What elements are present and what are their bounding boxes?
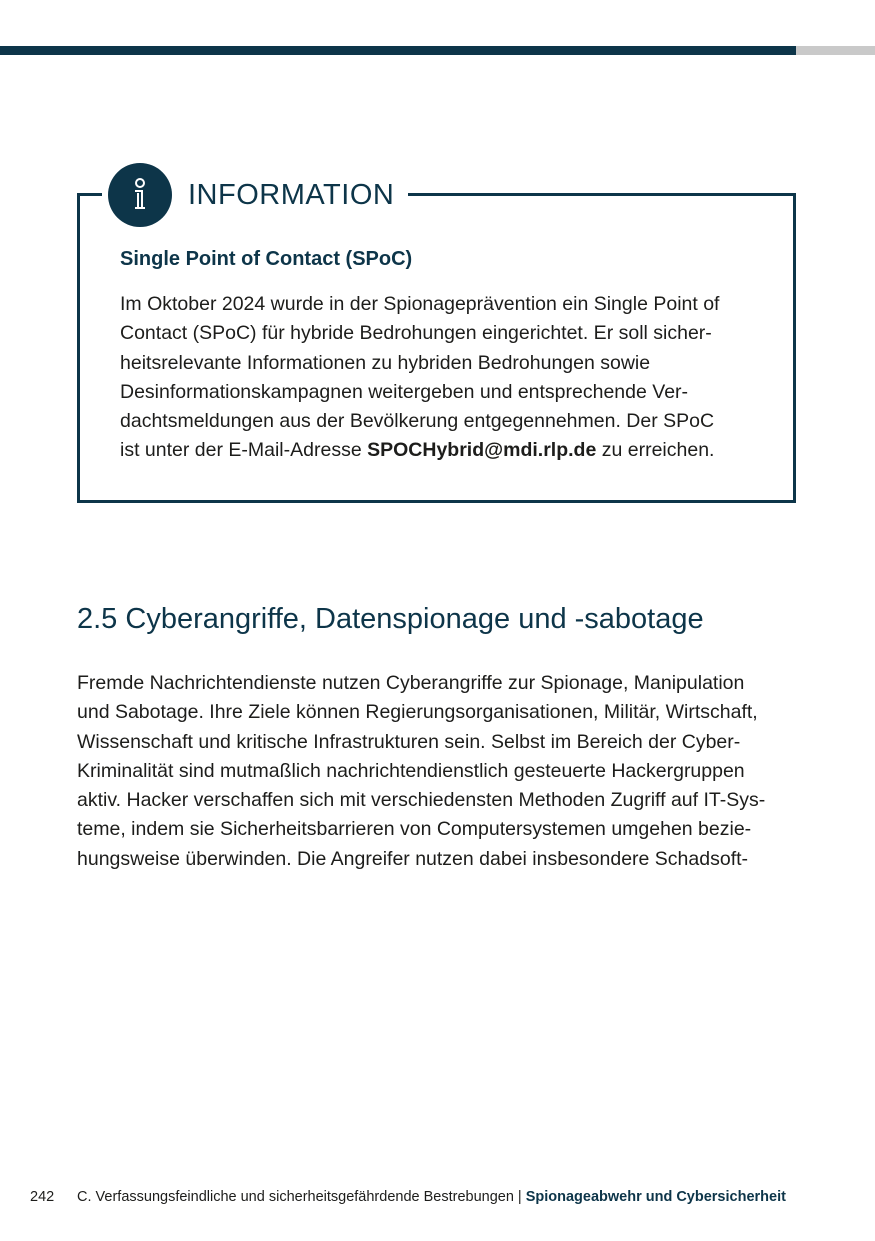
info-line: dachtsmeldungen aus der Bevölkerung entgegennehmen. Der SPoC [120, 410, 715, 433]
footer-section: Spionageabwehr und Cybersicherheit [525, 1189, 786, 1205]
page-footer [30, 1189, 786, 1205]
info-line: Desinformationskampagnen weitergeben und entsprechende Ver- [120, 380, 689, 403]
information-text [120, 290, 775, 466]
info-line-prefix: ist unter der E-Mail-Adresse [120, 439, 368, 462]
body-line: teme, indem sie Sicherheitsbarrieren von Computersystemen umgehen bezie- [77, 818, 752, 841]
info-line: heitsrelevante Informationen zu hybriden Bedrohungen sowie [120, 351, 651, 374]
body-line: Wissenschaft und kritische Infrastrukturen sein. Selbst im Bereich der Cyber- [77, 730, 741, 753]
information-title: INFORMATION [188, 178, 395, 211]
header-bar [0, 46, 796, 55]
info-line: Contact (SPoC) für hybride Bedrohungen eingerichtet. Er soll sicher- [120, 322, 712, 345]
header-bar-accent [796, 46, 875, 55]
footer-chapter: C. Verfassungsfeindliche und sicherheitsgefährdende Bestrebungen [77, 1189, 514, 1205]
body-line: hungsweise überwinden. Die Angreifer nutzen dabei insbesondere Schadsoft- [77, 847, 749, 870]
information-subtitle: Single Point of Contact (SPoC) [120, 248, 413, 270]
section-text [77, 669, 807, 874]
footer-divider: | [517, 1189, 522, 1205]
body-line: aktiv. Hacker verschaffen sich mit verschiedensten Methoden Zugriff auf IT-Sys- [77, 789, 766, 812]
body-line: Fremde Nachrichtendienste nutzen Cyberangriffe zur Spionage, Manipulation [77, 672, 745, 694]
info-line-suffix: zu erreichen. [596, 439, 715, 462]
info-icon [108, 163, 172, 227]
info-line: Im Oktober 2024 wurde in der Spionageprävention ein Single Point of [120, 293, 720, 315]
body-line: Kriminalität sind mutmaßlich nachrichtendienstlich gesteuerte Hackergruppen [77, 759, 745, 782]
contact-email: SPOCHybrid@mdi.rlp.de [367, 439, 597, 462]
page-number: 242 [30, 1189, 55, 1205]
information-header [102, 160, 408, 230]
section-heading: 2.5 Cyberangriffe, Datenspionage und -sabotage [77, 603, 704, 635]
body-line: und Sabotage. Ihre Ziele können Regierungsorganisationen, Militär, Wirtschaft, [77, 701, 758, 724]
